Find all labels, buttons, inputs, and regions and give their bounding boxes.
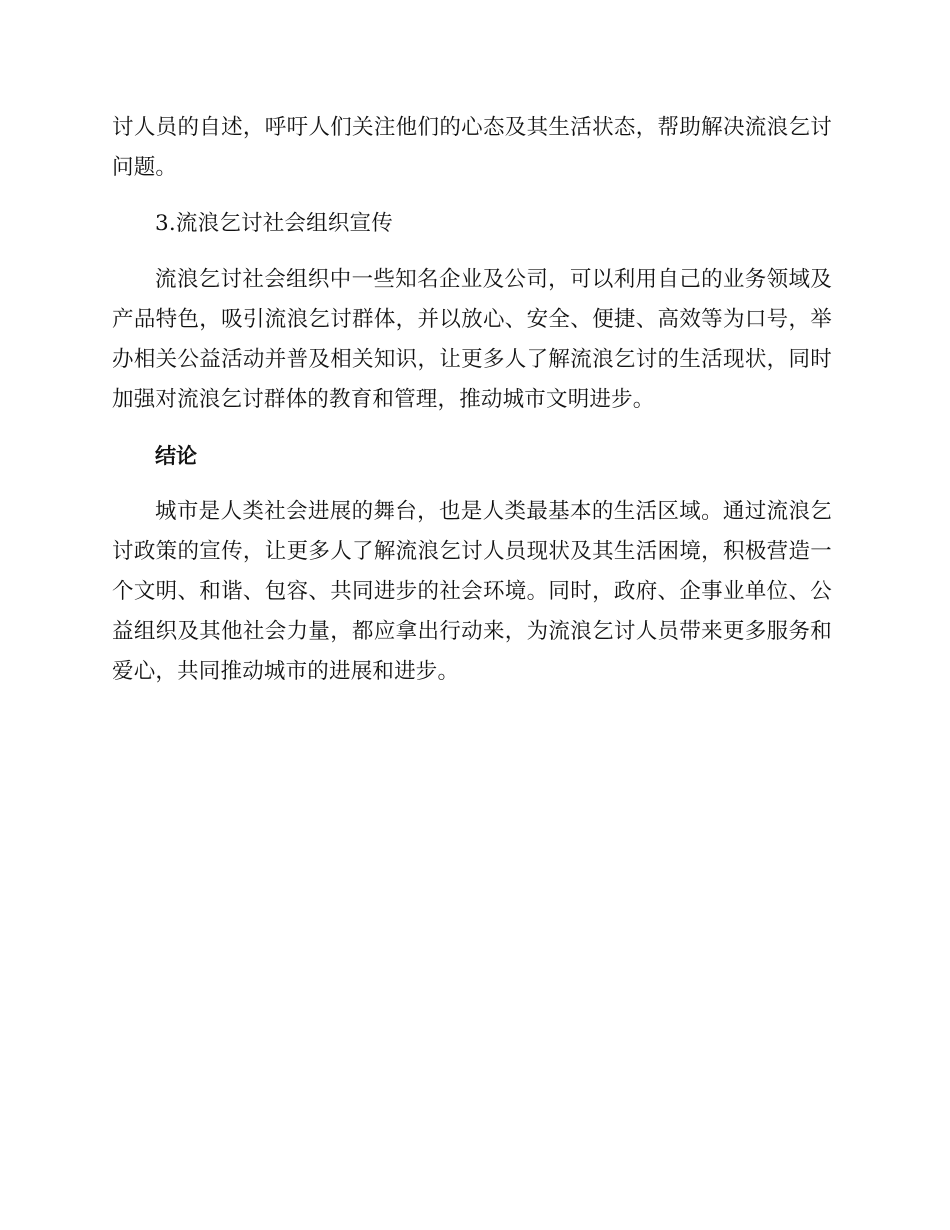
conclusion-heading: 结论 xyxy=(155,444,197,468)
document-body xyxy=(112,108,832,692)
paragraph-continuation: 讨人员的自述，呼吁人们关注他们的心态及其生活状态，帮助解决流浪乞讨问题。 xyxy=(112,115,832,180)
conclusion-paragraph: 城市是人类社会进展的舞台，也是人类最基本的生活区域。通过流浪乞讨政策的宣传，让更多人了解流浪乞讨人员现状及其生活困境，积极营造一个文明、和谐、包容、共同进步的社会环境。同时，政府、企事业单位、公益组织及其他社会力量，都应拿出行动来，为流浪乞讨人员带来更多服务和爱心，共同推动城市的进展和进步。 xyxy=(112,499,832,684)
subheading-3: 3.流浪乞讨社会组织宣传 xyxy=(155,211,393,236)
paragraph-3: 流浪乞讨社会组织中一些知名企业及公司，可以利用自己的业务领域及产品特色，吸引流浪乞讨群体，并以放心、安全、便捷、高效等为口号，举办相关公益活动并普及相关知识，让更多人了解流浪乞讨的生活现状，同时加强对流浪乞讨群体的教育和管理，推动城市文明进步。 xyxy=(112,267,832,412)
